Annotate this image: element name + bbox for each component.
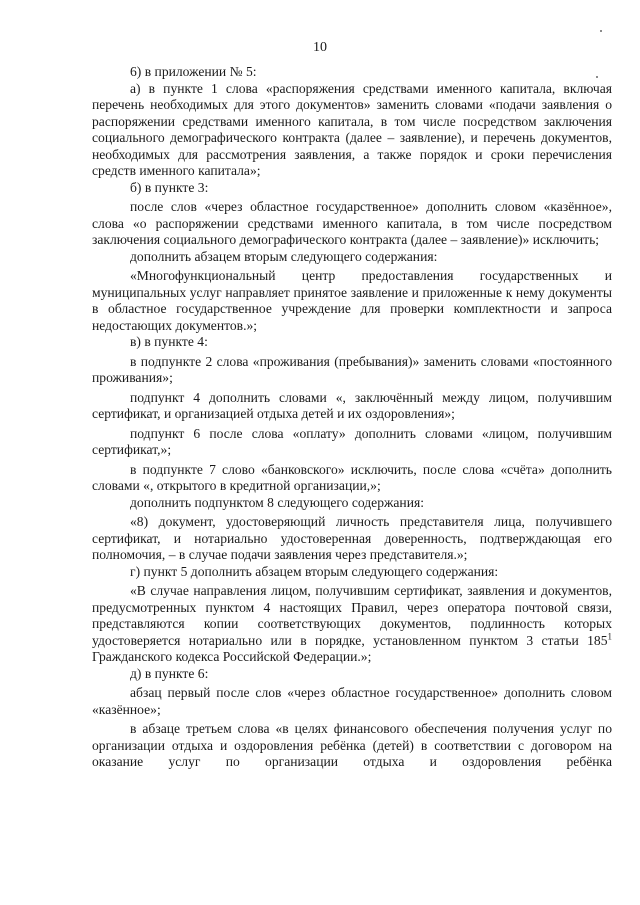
paragraph-text: «Многофункциональный центр предоставления государственных и муниципальных услуг направляет принятое заявление и приложенные к нему документы в областное государственное учреждение для проверки комплектности и запроса недостающих документов.»;: [92, 268, 612, 333]
paragraph-text: 6) в приложении № 5:: [130, 64, 257, 79]
paragraph-text: в подпункте 7 слово «банковского» исключить, после слова «счёта» дополнить словами «, открытого в кредитной организации,»;: [92, 461, 612, 493]
paragraph-text: подпункт 4 дополнить словами «, заключённый между лицом, получившим сертификат, и организацией отдыха детей и их оздоровления»;: [92, 389, 612, 421]
paragraph: [92, 199, 612, 249]
paragraph: [92, 514, 612, 564]
paragraph-text: в абзаце третьем слова «в целях финансового обеспечения получения услуг по организации отдыха и оздоровления ребёнка (детей) в соответствии с договором на оказание услуг по организации отдыха и оздоровления ребёнка: [92, 721, 612, 769]
paragraph: [92, 666, 612, 683]
paragraph-text: г) пункт 5 дополнить абзацем вторым следующего содержания:: [130, 563, 499, 579]
paragraph: [92, 81, 612, 180]
paragraph-text: «8) документ, удостоверяющий личность представителя лица, получившего сертификат, и нотариально удостоверенная доверенность, подтверждающая его полномочия, – в случае подачи заявления через представителя.»;: [92, 514, 612, 562]
paragraph: [92, 426, 612, 459]
paragraph: [92, 354, 612, 387]
scan-speck: [596, 76, 598, 78]
paragraph: [92, 268, 612, 334]
scan-speck: [600, 30, 602, 32]
paragraph-text: д) в пункте 6:: [130, 665, 209, 681]
paragraph: [92, 249, 612, 266]
paragraph-text: «В случае направления лицом, получившим сертификат, заявления и документов, предусмотренных пунктом 4 настоящих Правил, через оператора почтовой связи, представляются копии соответствующих документов, подлинность которых удостоверяется нотариально или в порядке, установленном пунктом 3 статьи 185: [92, 583, 612, 648]
paragraph: [92, 390, 612, 423]
paragraph-text: после слов «через областное государственное» дополнить словом «казённое», слова «о распоряжении средствами именного капитала, в том числе посредством заключения социального демографического контракта (далее – заявление)» исключить;: [92, 199, 612, 247]
paragraph-text: в подпункте 2 слова «проживания (пребывания)» заменить словами «постоянного проживания»;: [92, 353, 612, 385]
paragraph: [92, 64, 612, 81]
paragraph-text: в) в пункте 4:: [130, 334, 208, 349]
paragraph-text: абзац первый после слов «через областное государственное» дополнить словом «казённое»;: [92, 685, 612, 717]
paragraph: [92, 462, 612, 495]
paragraph-text: дополнить подпунктом 8 следующего содержания:: [130, 494, 425, 510]
paragraph-text: а) в пункте 1 слова «распоряжения средствами именного капитала, включая перечень необходимых для этого документов» заменить словами «подачи заявления о распоряжении средствами именного капитала, в том числе посредством заключения социального демографического контракта (далее – заявление), и перечень документов, необходимых для рассмотрения заявления, а также порядок и сроки перечисления средств именного капитала»;: [92, 80, 612, 178]
paragraph-text: подпункт 6 после слова «оплату» дополнить словами «лицом, получившим сертификат,»;: [92, 425, 612, 457]
paragraph: [92, 564, 612, 581]
paragraph: [92, 583, 612, 666]
paragraph: [92, 721, 612, 771]
paragraph: [92, 685, 612, 718]
paragraph: [92, 495, 612, 512]
document-body: [92, 64, 612, 771]
superscript: 1: [607, 630, 612, 641]
paragraph-text: дополнить абзацем вторым следующего содержания:: [130, 248, 438, 264]
paragraph-text: б) в пункте 3:: [130, 179, 209, 195]
paragraph: [92, 180, 612, 197]
paragraph: [92, 334, 612, 351]
paragraph-text-tail: Гражданского кодекса Российской Федерации.»;: [92, 649, 372, 664]
page-number: 10: [313, 40, 327, 55]
